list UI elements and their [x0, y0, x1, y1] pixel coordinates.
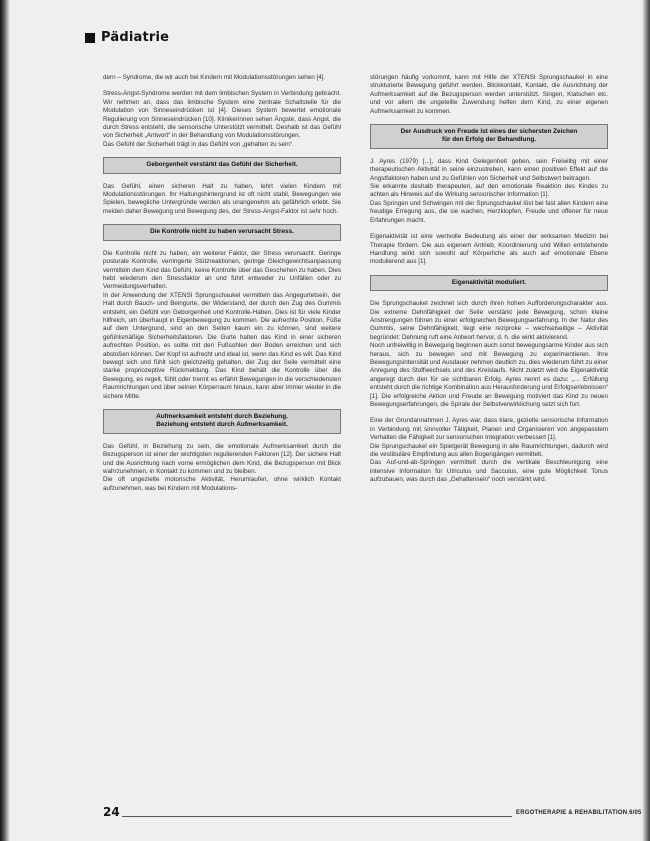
- body-paragraph: Die oft ungezielte motorische Aktivität, Herumlaufen, ohne wirklich Kontakt aufzunehmen, was bei Kindern mit Modulations-: [103, 476, 341, 492]
- highlight-text: Die Kontrolle nicht zu haben verursacht Stress.: [150, 228, 294, 236]
- body-paragraph: störungen häufig vorkommt, kann mit Hilfe der XTENSI Sprungschaukel in eine strukturierte Bewegung geführt werden. Blickkontakt, Kontakt, die Ausrichtung der Aufmerksamkeit auf die Bezugsperson werden unterstützt. Singen, Klatschen etc. und vor allem die ungeteilte Zuwendung helfen dem Kind, zu einer eigenen Aufmerksamkeit zu kommen.: [370, 74, 608, 115]
- left-column: [103, 74, 341, 501]
- body-paragraph: Das Springen und Schwingen mit der Sprungschaukel löst bei fast allen Kindern eine freudige Erregung aus, die sie wachen, Herzklopfen, Freude und offener für neue Erfahrungen macht.: [370, 199, 608, 224]
- intro-paragraph: dern – Syndrome, die wir auch bei Kindern mit Modulationsstörungen sehen [4].: [103, 74, 326, 81]
- section-title: Pädiatrie: [101, 30, 170, 45]
- body-paragraph: Eigenaktivität ist eine wertvolle Bedeutung als einer der wirksamen Medizin bei Therapie fördern. Die aus eigenem Antrieb, Koordinierung und Willen entstehende Handlung wirkt sich sowohl auf Körperliche als auch auf emotionale Ebene modulierend aus [1].: [370, 233, 608, 266]
- highlight-text: Eigenaktivität moduliert.: [451, 278, 527, 286]
- highlight-text: für den Erfolg der Behandlung.: [441, 136, 537, 144]
- highlight-text: Beziehung entsteht durch Aufmerksamkeit.: [156, 421, 288, 429]
- highlight-text: Der Ausdruck von Freude ist eines der sichersten Zeichen: [400, 128, 578, 136]
- highlight-box: [370, 124, 608, 149]
- body-paragraph: Die Sprungschaukel zeichnet sich durch ihren hohen Aufforderungscharakter aus. Die extreme Dehnfähigkeit der Seile verstärkt jede Bewegung, schon kleine Anstrengungen führen zu einer erfolgreichen Bewegungserfahrung. In der Natur des Gummis, seine Dehnfähigkeit, liegt eine reziproke – wechselseitige – Aktivität begründet: Dehnung ruft eine Antwort hervor, d. h. die wirkt aktivierend.: [370, 300, 608, 341]
- binding-shadow-left: [0, 0, 10, 841]
- highlight-box: [103, 224, 341, 240]
- highlight-box: [103, 157, 341, 173]
- highlight-text: Aufmerksamkeit entsteht durch Beziehung.: [156, 413, 288, 420]
- footer-divider: [372, 816, 512, 817]
- section-square-icon: [85, 33, 95, 43]
- body-paragraph: Noch unfreiwillig in Bewegung beginnen auch sonst bewegungsarme Kinder aus sich heraus, sich zu bewegen und mit Bewegung zu experimentieren. Ihre Bewegungsintensität und Ausdauer nehmen deutlich zu, dies wiederum führt zu einer Anregung des Stoffwechsels und des Kreislaufs. Nicht zuletzt wird die Eigenaktivität angeregt durch den für sie sichtbaren Erfolg. Ayres nennt es dazu: „… Erfüllung entsteht durch die richtige Kombination aus Herausforderung und Erfolgserlebnissen“ [1]. Die erfolgreiche Aktion und Freude an Bewegung motiviert das Kind zu neuen Bewegungserfahrungen, die Spirale der Selbstverwirklichung setzt sich fort.: [370, 342, 608, 408]
- page-number: 24: [103, 805, 120, 819]
- highlight-box: [103, 409, 341, 434]
- binding-shadow-right: [642, 0, 650, 841]
- body-paragraph: Das Auf-und-ab-Springen vermittelt durch die vertikale Beschleunigung eine intensive Information für Utriculus und Sacculus, eine gute Möglichkeit Tonus aufzubauen, was durch das „Gehaltensein“ noch verstärkt wird.: [370, 459, 608, 484]
- journal-name: ERGOTHERAPIE & REHABILITATION 6/05: [516, 810, 642, 816]
- body-paragraph: Eine der Grundannahmen J. Ayres war, dass klare, gezielte sensorische Information in Verbindung mit sinnvoller Tätigkeit, Planen und Organisieren von angepasstem Verhalten die Fähigkeit zur sensorischen Integration verbessert [1].: [370, 417, 608, 442]
- body-paragraph: Das Gefühl, in Beziehung zu sein, die emotionale Aufmerksamkeit durch die Bezugsperson ist einer der wichtigsten regulierenden Faktoren [12]. Der sichere Halt und die Ausrichtung nach vorne ermöglichen dem Kind, die Bezugsperson mit Blick wahrzunehmen, in Kontakt zu kommen und zu bleiben.: [103, 442, 341, 476]
- right-column: [370, 74, 608, 493]
- section-header: [85, 30, 169, 45]
- body-paragraph: Das Gefühl der Sicherheit trägt in das Gefühl von „gehalten zu sein“.: [103, 140, 294, 148]
- highlight-box: [370, 275, 608, 291]
- body-paragraph: Sie erkannte deshalb therapeuten, auf den emotionale Reaktion des Kindes zu achten als Hinweis auf die Wirkung sensorischer Information [1].: [370, 183, 608, 199]
- highlight-text: Geborgenheit verstärkt das Gefühl der Sicherheit.: [146, 161, 298, 169]
- body-paragraph: In der Anwendung der XTENSI Sprungschaukel vermitteln das Angegurtetsein, der Halt durch Bauch- und Beingurte, der Widerstand, der durch den Zug des Gummis entsteht, ein Gefühl von Geborgenheit und Kontrolle-Haben. Dies ist für viele Kinder hilfreich, um überhaupt in Eigenbewegung zu kommen. Die aufrechte Position, Füße auf dem Untergrund, sind an den Seiten kaum ein zu können, sind weitere gefühlsmäßige Sicherheitsfaktoren. Die Gurte halten das Kind in einer sicheren aufrechten Position, es sollte mit den Fußsohlen den Boden erreichen und sich abstoßen können. Der Kopf ist aufrecht und ideal ist, wenn das Kind es will. Das Kind bewegt sich und fühlt sich gleichzeitig gehalten, der Zug der Seile vermittelt eine starke propriozeptive Rückmeldung. Das Kind behält die Kontrolle über die Bewegung, es regelt, fühlt oder trennt es erfährt Bewegungen in die verschiedensten Raumrichtungen und über seinen Körperraum hinaus, kann aber immer wieder in die sichere Mitte.: [103, 291, 341, 400]
- body-paragraph: Stress-Angst-Syndrome werden mit dem limbischen System in Verbindung gebracht. Wir nehmen an, dass das limbische System eine zentrale Schaltstelle für die Modulation von Sinneseindrücken ist [4]. Dieses System bewertet emotionale Regulierung von Sinneseindrücken [10]. Klinikerinnen sehen Ängste, dass Angst, die durch Stress entsteht, die sensorische Unterstützt vermittelt. Deshalb ist das Gefühl von Sicherheit „Antwort“ in der Behandlung von Modulationsstörungen.: [103, 90, 341, 140]
- body-paragraph: Das Gefühl, einen sicheren Halt zu haben, lehrt vielen Kindern mit Modulationsstörungen. Ihr Haltungshintergrund ist oft nicht stabil, Bewegungen wie Spielen, bewegliche Untergründe werden als unangenehm als gefährlich erlebt. Sie meiden daher Bewegung und Bewegung des, der Stress-Angst-Faktor ist sehr hoch.: [103, 182, 341, 215]
- body-paragraph: Die Sprungschaukel ein Spielgerät Bewegung in alle Raumrichtungen, dadurch wird die vestibuläre Empfindung aus allen Bogengängen vermittelt.: [370, 442, 608, 459]
- body-paragraph: J. Ayres (1979) [...], dass Kind Gelegenheit geben, sein Freiwillig mit einer therapeutischen Aktivität in seine einzustreben, kann einen positiven Effekt auf die Angstfaktoren haben und zu Gefühlen von Sicherheit und Selbstwert beitragen.: [370, 157, 608, 182]
- footer-divider: [122, 816, 372, 817]
- body-paragraph: Die Kontrolle nicht zu haben, ein weiterer Faktor, der Stress verursacht. Geringe posturale Kontrolle, verringerte Stützreaktionen, geringe Gleichgewichtsanpassung vermitteln dem Kind das Gefühl, keine Kontrolle über das Geschehen zu haben. Dies hebt wiederum den Stressfaktor an und führt entweder zu Unfällen oder zu Vermeidungsverhalten.: [103, 249, 341, 291]
